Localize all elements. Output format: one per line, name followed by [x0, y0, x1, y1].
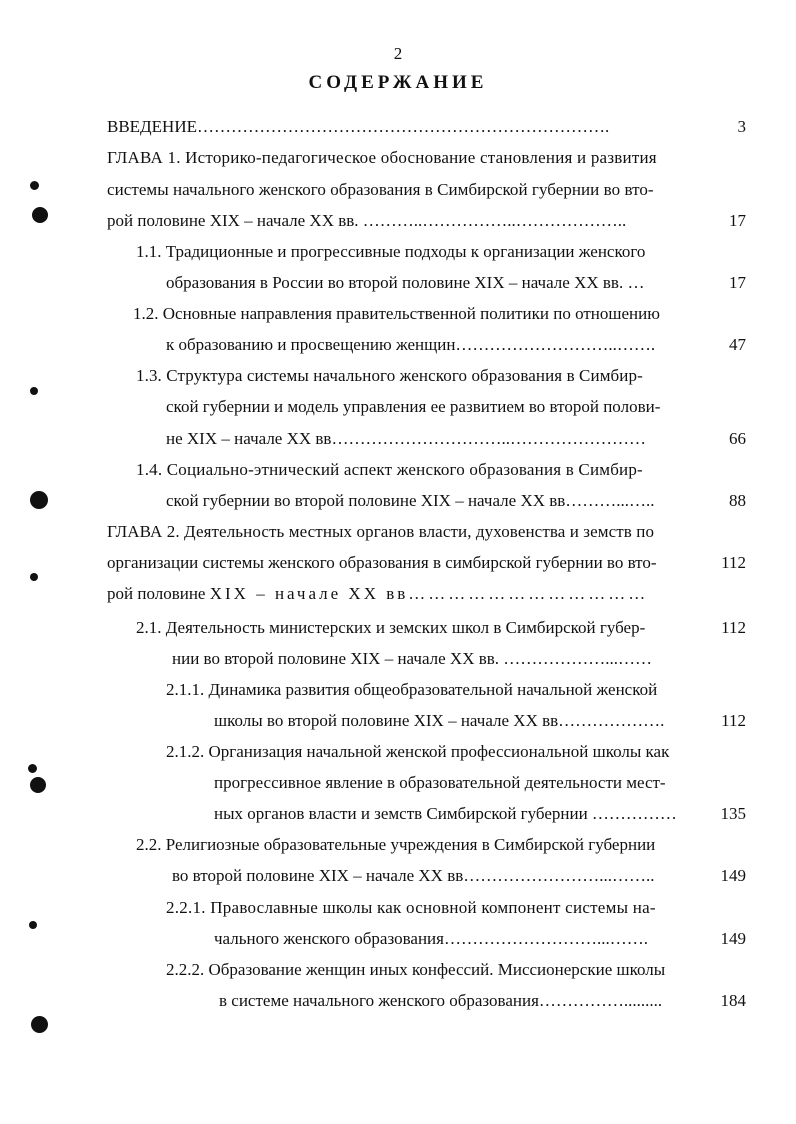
toc-page-number: 112 [721, 618, 746, 637]
toc-page-number: 3 [737, 117, 746, 136]
binder-dot [30, 181, 39, 190]
toc-page-number: 149 [720, 929, 746, 948]
toc-entry-text: ГЛАВА 2. Деятельность местных органов власти, духовенства и земств по [107, 522, 655, 541]
binder-dot [30, 491, 48, 509]
toc-entry-text: 2.2.2. Образование женщин иных конфессий. Миссионерские школы [166, 960, 666, 979]
toc-page-number: 47 [729, 335, 746, 354]
toc-entry-text: школы во второй половине XIX – начале XX вв………………. [214, 711, 665, 730]
toc-page-number: 17 [729, 211, 746, 230]
page-title: СОДЕРЖАНИЕ [308, 72, 488, 93]
toc-entry-text: прогрессивное явление в образовательной деятельности мест- [214, 773, 666, 792]
toc-entry-text: 2.1.1. Динамика развития общеобразовательной начальной женской [166, 680, 658, 699]
toc-page-number: 112 [721, 553, 746, 572]
binder-dot [30, 387, 38, 395]
page-number: 2 [393, 44, 403, 63]
toc-entry-text: системы начального женского образования в Симбирской губернии во вто- [107, 180, 654, 199]
toc-entry-text: к образованию и просвещению женщин………………………..……. [166, 335, 656, 354]
toc-entry-text: 1.3. Структура системы начального женского образования в Симбир- [136, 366, 643, 385]
toc-entry-text: чального женского образования………………………...……. [214, 929, 648, 948]
toc-entry-text: нии во второй половине XIX – начале XX вв. ………………...…… [172, 649, 653, 668]
binder-dot [32, 207, 48, 223]
toc-entry-text: 2.1. Деятельность министерских и земских школ в Симбирской губер- [136, 618, 646, 637]
toc-entry-text: ВВЕДЕНИЕ………………………………………………………………. [107, 117, 610, 136]
toc-page-number: 135 [720, 804, 746, 823]
toc-page-number: 112 [721, 711, 746, 730]
binder-dot [31, 1016, 48, 1033]
toc-entry-text [107, 584, 648, 604]
binder-dot [29, 921, 37, 929]
binder-dot [28, 764, 37, 773]
toc-page-number: 17 [729, 273, 746, 292]
toc-entry-text: ской губернии и модель управления ее развитием во второй полови- [166, 397, 661, 416]
toc-page-number: 149 [720, 866, 746, 885]
toc-entry-text: ных органов власти и земств Симбирской губернии …………… [214, 804, 677, 823]
toc-page-number: 66 [729, 429, 746, 448]
toc-entry-text: 1.1. Традиционные и прогрессивные подходы к организации женского [136, 242, 646, 261]
toc-entry-text: в системе начального женского образования……………......... [219, 991, 663, 1010]
toc-entry-text: рой половине XIX – начале XX вв. ………..……………..……………….. [107, 211, 627, 230]
toc-entry-text: 1.4. Социально-этнический аспект женского образования в Симбир- [136, 460, 643, 479]
toc-entry-text: организации системы женского образования в симбирской губернии во вто- [107, 553, 657, 572]
toc-entry-text: во второй половине XIX – начале XX вв……………………...…….. [172, 866, 655, 885]
toc-entry-text: 2.2. Религиозные образовательные учреждения в Симбирской губернии [136, 835, 656, 854]
toc-entry-text: ской губернии во второй половине XIX – начале XX вв………...….. [166, 491, 655, 510]
binder-dot [30, 573, 38, 581]
toc-entry-text: 2.1.2. Организация начальной женской профессиональной школы как [166, 742, 670, 761]
toc-entry-text: не XIX – начале XX вв…………………………..…………………… [166, 429, 646, 448]
toc-entry-text: 1.2. Основные направления правительственной политики по отношению [133, 304, 660, 323]
binder-dot [30, 777, 46, 793]
toc-entry-text: ГЛАВА 1. Историко-педагогическое обоснование становления и развития [107, 148, 657, 167]
toc-entry-text: образования в России во второй половине XIX – начале XX вв. … [166, 273, 645, 292]
toc-page-number: 88 [729, 491, 746, 510]
toc-entry-text: 2.2.1. Православные школы как основной компонент системы на- [166, 898, 656, 917]
toc-page-number: 184 [720, 991, 746, 1010]
toc-entry-text-spaced: XIX – начале XX вв……………………………… [209, 584, 649, 603]
toc-entry-text-part: рой половине [107, 584, 206, 603]
